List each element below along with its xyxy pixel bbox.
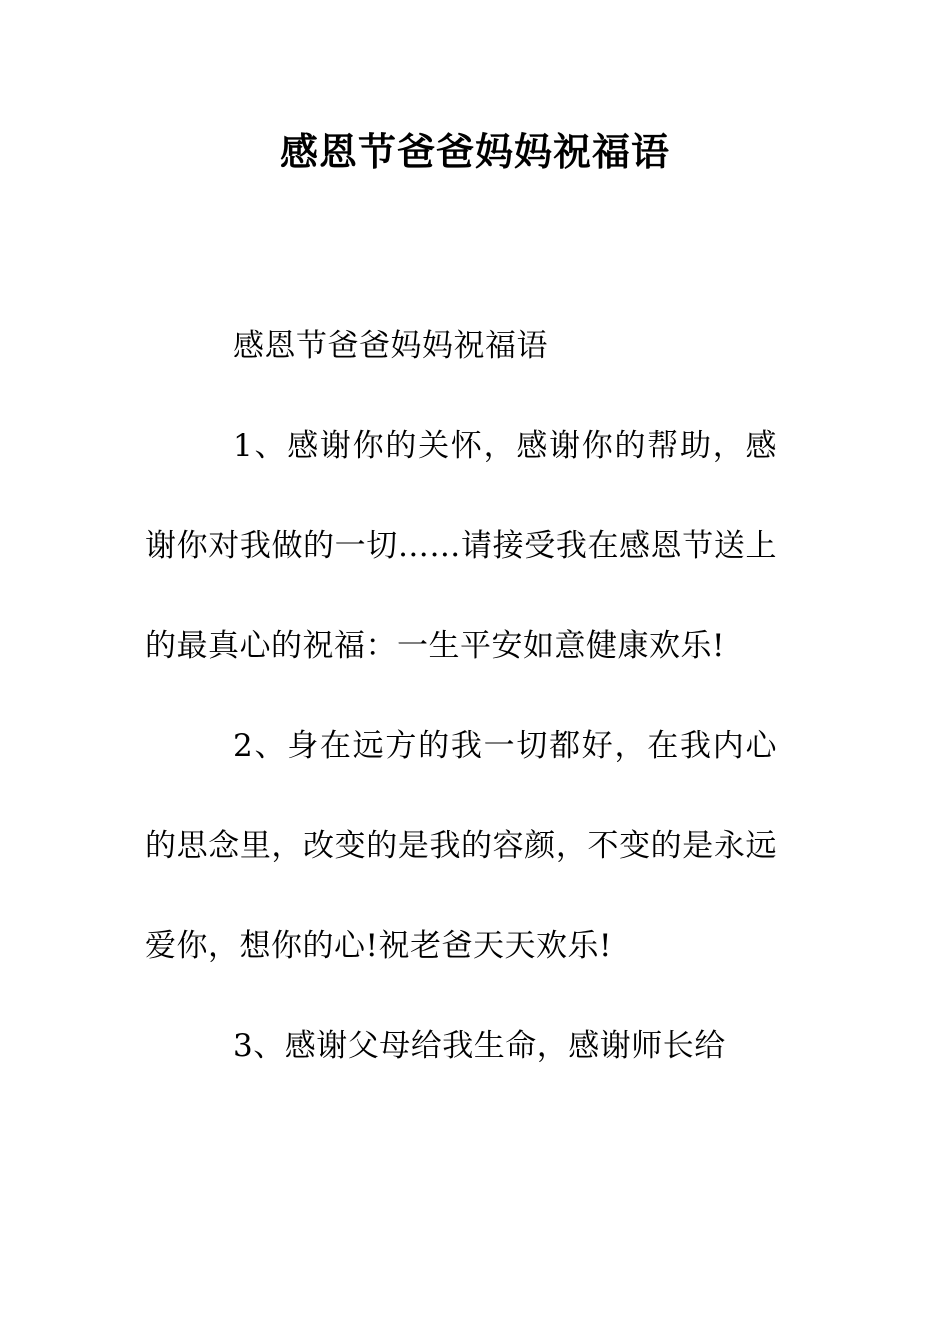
document-title: 感恩节爸爸妈妈祝福语 bbox=[279, 130, 670, 174]
paragraph-subtitle: 感恩节爸爸妈妈祝福语 bbox=[233, 328, 548, 364]
paragraph-2: 2、身在远方的我一切都好，在我内心的思念里，改变的是我的容颜，不变的是永远爱你，想你的心!祝老爸天天欢乐! bbox=[145, 728, 777, 964]
paragraph-3: 3、感谢父母给我生命，感谢师长给 bbox=[233, 1028, 726, 1064]
paragraph-1: 1、感谢你的关怀，感谢你的帮助，感谢你对我做的一切……请接受我在感恩节送上的最真心的祝福：一生平安如意健康欢乐! bbox=[145, 428, 777, 664]
document-body bbox=[145, 296, 777, 1096]
